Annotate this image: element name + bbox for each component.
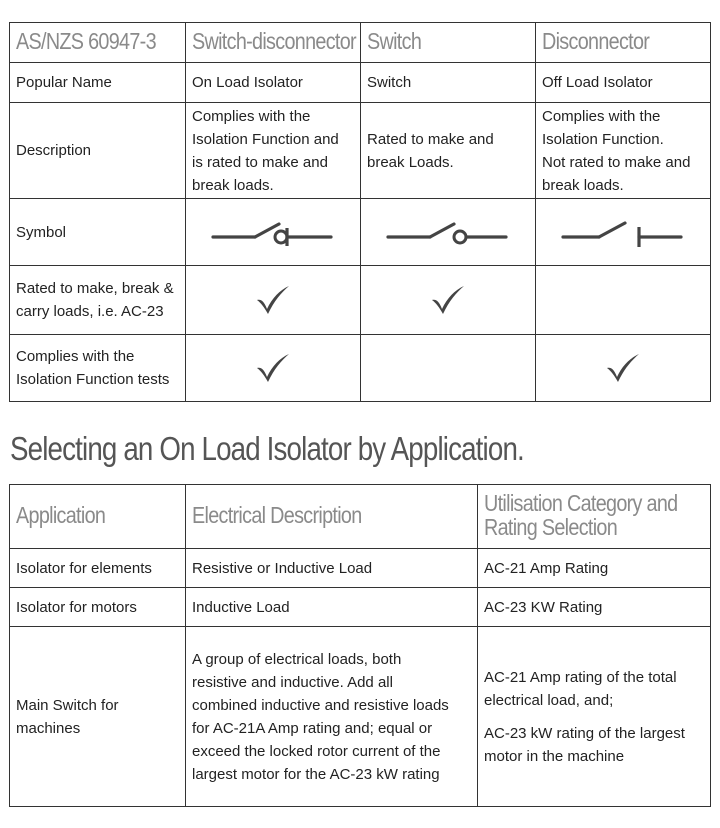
checkmark-icon — [255, 285, 291, 315]
symbol-label: Symbol — [10, 199, 186, 266]
isolator-comparison-table — [9, 22, 711, 402]
description-cell: A group of electrical loads, both resistive and inductive. Add all combined inductive and resistive loads for AC-21A Amp rating and; equal or exceed the locked rotor current of the largest motor for the AC-23 kW rating — [186, 627, 478, 807]
header-disconnector: Disconnector — [536, 23, 711, 63]
switch-symbol-icon — [386, 217, 510, 247]
popular-name-row — [10, 63, 711, 103]
popular-name-disconnector: Off Load Isolator — [536, 63, 711, 103]
description-switch-disconnector: Complies with the Isolation Function and is rated to make and break loads. — [186, 103, 361, 199]
rating-cell: AC-23 KW Rating — [478, 588, 711, 627]
header-rating-selection: Utilisation Category and Rating Selection — [478, 485, 711, 549]
header-electrical-description: Electrical Description — [186, 485, 478, 549]
description-label: Description — [10, 103, 186, 199]
rating-cell: AC-21 Amp Rating — [478, 549, 711, 588]
checkmark-icon — [255, 353, 291, 383]
rated-disconnector — [536, 266, 711, 335]
application-header-row — [10, 485, 711, 549]
description-row — [10, 103, 711, 199]
header-application: Application — [10, 485, 186, 549]
complies-switch — [361, 335, 536, 402]
comparison-header-row — [10, 23, 711, 63]
table-row — [10, 549, 711, 588]
symbol-disconnector-cell — [536, 199, 711, 266]
table-row — [10, 627, 711, 807]
symbol-switch-cell — [361, 199, 536, 266]
symbol-switch-disconnector-cell — [186, 199, 361, 266]
rated-row — [10, 266, 711, 335]
application-table — [9, 484, 711, 807]
popular-name-switch: Switch — [361, 63, 536, 103]
rated-switch — [361, 266, 536, 335]
application-cell: Isolator for motors — [10, 588, 186, 627]
rated-switch-disconnector — [186, 266, 361, 335]
section-title: Selecting an On Load Isolator by Application. — [10, 430, 524, 467]
header-switch-disconnector: Switch-disconnector — [186, 23, 361, 63]
checkmark-icon — [430, 285, 466, 315]
table-row — [10, 588, 711, 627]
complies-switch-disconnector — [186, 335, 361, 402]
application-cell: Main Switch for machines — [10, 627, 186, 807]
header-switch: Switch — [361, 23, 536, 63]
application-cell: Isolator for elements — [10, 549, 186, 588]
complies-disconnector — [536, 335, 711, 402]
popular-name-switch-disconnector: On Load Isolator — [186, 63, 361, 103]
rating-cell: AC-21 Amp rating of the total electrical load, and; AC-23 kW rating of the largest motor in the machine — [478, 627, 711, 807]
description-cell: Resistive or Inductive Load — [186, 549, 478, 588]
header-standard: AS/NZS 60947-3 — [10, 23, 186, 63]
switch-disconnector-symbol-icon — [211, 217, 335, 247]
description-disconnector: Complies with the Isolation Function. Not rated to make and break loads. — [536, 103, 711, 199]
description-cell: Inductive Load — [186, 588, 478, 627]
complies-row — [10, 335, 711, 402]
checkmark-icon — [605, 353, 641, 383]
popular-name-label: Popular Name — [10, 63, 186, 103]
symbol-row — [10, 199, 711, 266]
rated-label: Rated to make, break & carry loads, i.e. AC-23 — [10, 266, 186, 335]
disconnector-symbol-icon — [561, 217, 685, 247]
complies-label: Complies with the Isolation Function tests — [10, 335, 186, 402]
description-switch: Rated to make and break Loads. — [361, 103, 536, 199]
